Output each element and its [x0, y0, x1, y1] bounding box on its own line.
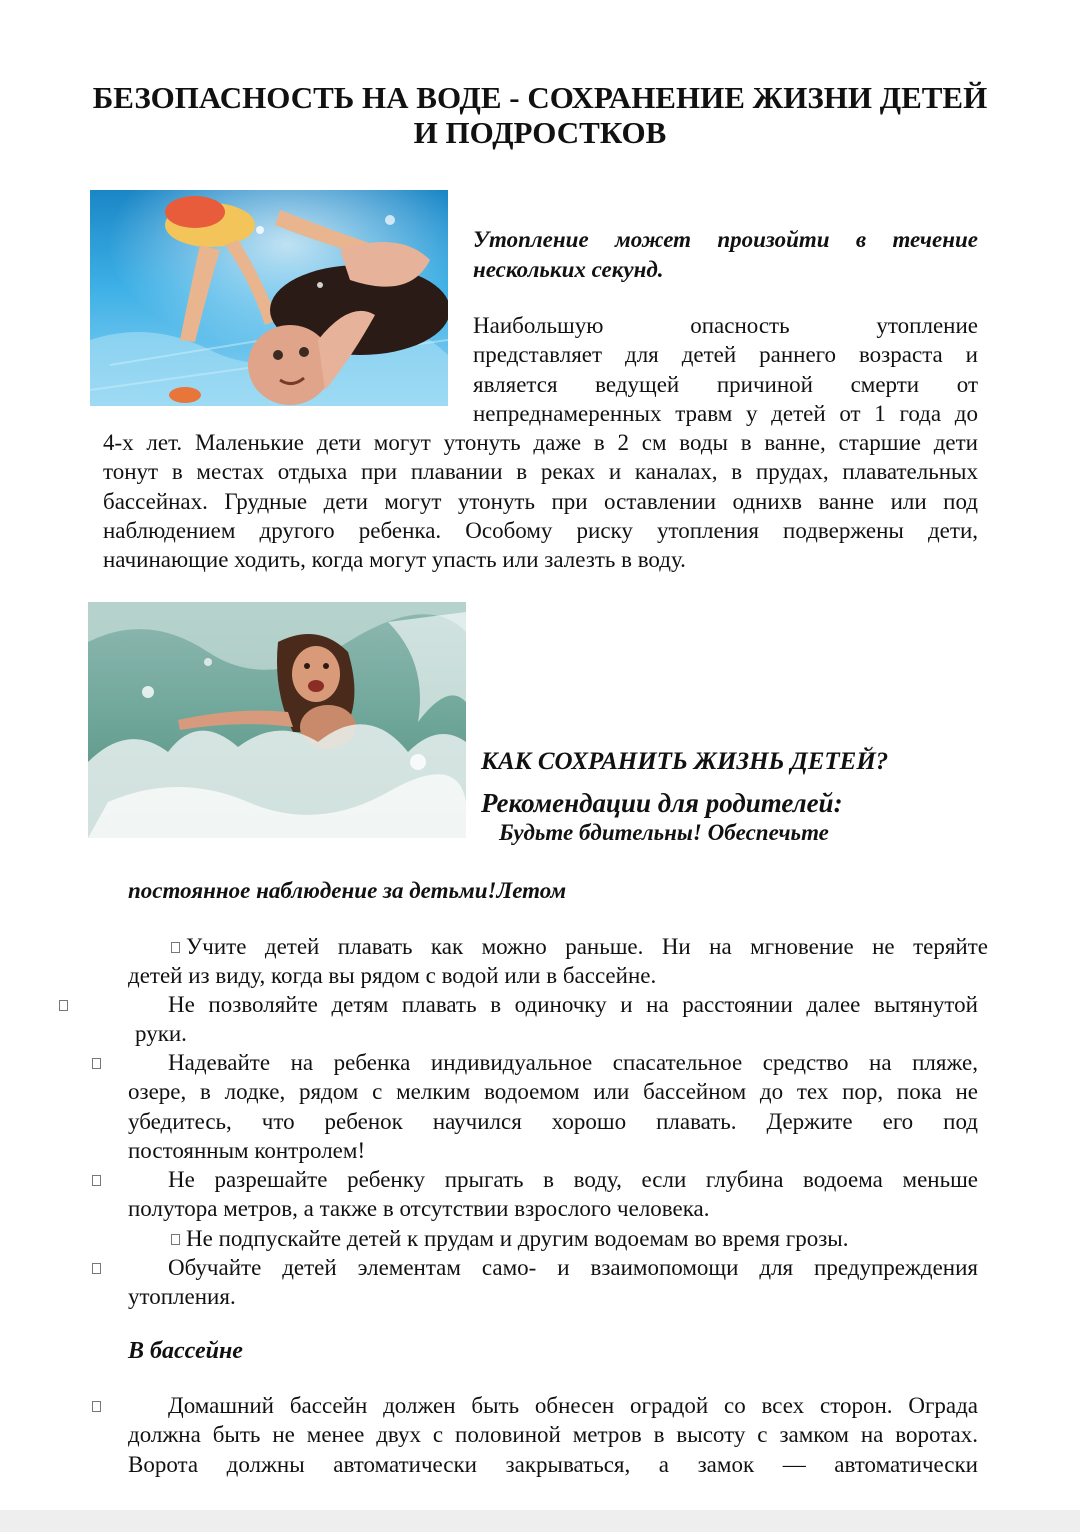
intro-line: бассейнах. Грудные дети могут утонуть при оставлении однихв ванне или под — [103, 488, 978, 514]
list-item-line: должна быть не менее двух с половиной метров в высоту с замком на воротах. — [128, 1422, 978, 1448]
list-item-1 — [128, 932, 988, 991]
list-item-line: Обучайте детей элементам само- и взаимопомощи для предупреждения — [168, 1255, 978, 1280]
list-item-line: руки. — [135, 1021, 187, 1047]
list-item-line: убедитесь, что ребенок научился хорошо плавать. Держите его под — [128, 1108, 978, 1134]
intro-line: Наибольшую опасность утопление — [473, 313, 978, 338]
intro-line: тонут в местах отдыха при плавании в реках и каналах, в прудах, плавательных — [103, 459, 978, 485]
list-item-line: детей из виду, когда вы рядом с водой или в бассейне. — [128, 963, 657, 989]
list-item-line: Ворота должны автоматически закрываться, а замок — автоматически — [128, 1451, 978, 1477]
intro-paragraph-narrow — [473, 311, 978, 428]
list-item-6 — [128, 1253, 978, 1312]
list-item-line: Учите детей плавать как можно раньше. Ни на мгновение не теряйте — [128, 932, 988, 961]
checkbox-icon — [171, 1234, 180, 1245]
intro-line: является ведущей причиной смерти от — [473, 371, 978, 397]
page-bottom-edge — [0, 1510, 1080, 1532]
underwater-children-photo — [90, 190, 448, 406]
checkbox-icon — [59, 1000, 68, 1011]
list-item-line: Не разрешайте ребенку прыгать в воду, если глубина водоема меньше — [168, 1167, 978, 1192]
title-line-2: И ПОДРОСТКОВ — [413, 115, 667, 150]
section-heading: КАК СОХРАНИТЬ ЖИЗНЬ ДЕТЕЙ? — [481, 748, 889, 775]
checkbox-icon — [92, 1175, 101, 1186]
list-item-3 — [128, 1048, 978, 1165]
list-item-line: постоянным контролем! — [128, 1137, 366, 1163]
list-item-line: полутора метров, а также в отсутствии взрослого человека. — [128, 1196, 710, 1222]
checkbox-icon — [92, 1058, 101, 1069]
checkbox-icon — [92, 1401, 101, 1412]
intro-line: 4-х лет. Маленькие дети могут утонуть даже в 2 см воды в ванне, старшие дети — [103, 430, 978, 455]
list-item-2 — [135, 990, 978, 1049]
list-item-line: Не подпускайте детей к прудам и другим водоемам во время грозы. — [171, 1224, 978, 1253]
list-item-line: Надевайте на ребенка индивидуальное спасательное средство на пляже, — [168, 1050, 978, 1075]
girl-in-waves-photo — [88, 602, 466, 838]
pool-heading: В бассейне — [128, 1338, 243, 1364]
lead-line-1: Утопление может произойти в течение — [473, 227, 978, 252]
intro-line: непреднамеренных травм у детей от 1 года до — [473, 400, 978, 426]
list-item-line: озере, в лодке, рядом с мелким водоемом или бассейном до тех пор, пока не — [128, 1079, 978, 1105]
section-line-1: Будьте бдительны! Обеспечьте — [499, 820, 829, 845]
list-item-4 — [128, 1165, 978, 1224]
list-item-line: утопления. — [128, 1284, 236, 1310]
lead-line-2: нескольких секунд. — [473, 257, 664, 282]
list-item-5 — [171, 1224, 978, 1253]
checkbox-icon — [92, 1263, 101, 1274]
intro-line: наблюдением другого ребенка. Особому риску утопления подвержены дети, — [103, 517, 978, 543]
list-item-line: Домашний бассейн должен быть обнесен оградой со всех сторон. Ограда — [168, 1393, 978, 1418]
intro-line: начинающие ходить, когда могут упасть или залезть в воду. — [103, 547, 686, 573]
page-title — [60, 80, 1020, 150]
section-subheading: Рекомендации для родителей: — [481, 788, 843, 818]
title-line-1: БЕЗОПАСНОСТЬ НА ВОДЕ - СОХРАНЕНИЕ ЖИЗНИ ДЕТЕЙ — [92, 80, 988, 115]
intro-line: представляет для детей раннего возраста и — [473, 342, 978, 368]
section-line-2: постоянное наблюдение за детьми!Летом — [128, 878, 567, 903]
checkbox-icon — [171, 942, 180, 953]
pool-list-item-1 — [128, 1391, 978, 1479]
list-item-line: Не позволяйте детям плавать в одиночку и на расстоянии далее вытянутой — [168, 992, 978, 1017]
intro-paragraph-full — [103, 428, 978, 574]
